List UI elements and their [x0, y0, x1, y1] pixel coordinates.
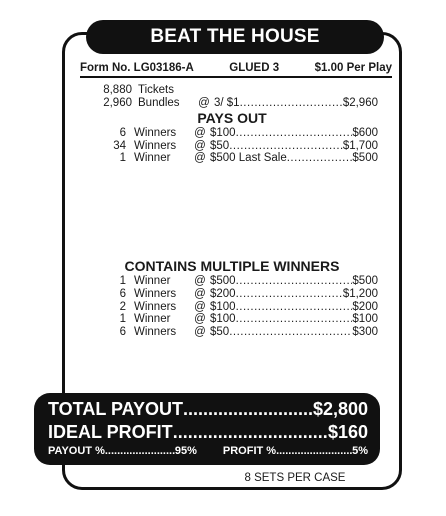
winner-label: Winners [134, 127, 177, 139]
leader-dots [236, 275, 353, 287]
prize-value: $200 [210, 287, 236, 300]
at-sign: @ [194, 313, 206, 326]
leader-dots [236, 313, 353, 325]
prize-desc [210, 275, 352, 287]
leader-dots [236, 288, 343, 300]
tickets-count: 8,880 [103, 84, 132, 96]
prize-value: $100 [210, 127, 236, 139]
winner-count: 1 [119, 275, 126, 287]
prize-row [100, 313, 378, 325]
prize-row [100, 275, 378, 287]
profit-pct-value: 5% [352, 445, 368, 457]
leader-dots [240, 97, 343, 109]
prize-value: $100 [210, 300, 236, 313]
prize-desc [210, 301, 352, 313]
game-title: BEAT THE HOUSE [150, 26, 320, 47]
winner-label: Winner [134, 152, 171, 164]
prize-value: $100 [210, 313, 236, 326]
prize-total: $100 [352, 313, 378, 326]
prize-total: $1,200 [342, 287, 378, 300]
prize-desc [210, 313, 352, 325]
leader-dots [105, 445, 175, 457]
prize-row [100, 288, 378, 300]
at-sign: @ [194, 275, 206, 287]
prize-value: $500 [210, 275, 236, 287]
prize-desc [210, 127, 352, 139]
prize-desc [210, 152, 352, 164]
at-sign: @ [194, 287, 206, 300]
total-payout-value: $2,800 [312, 399, 368, 419]
prize-row [100, 301, 378, 313]
form-number: Form No. LG03186-A [80, 62, 194, 74]
prize-row [100, 152, 378, 164]
percent-line [48, 445, 368, 457]
price-per-play: $1.00 Per Play [314, 62, 392, 74]
winner-label: Winners [134, 300, 177, 313]
bundles-desc [214, 97, 343, 109]
leader-dots [173, 422, 328, 443]
prize-desc [210, 288, 343, 300]
prize-total: $300 [352, 326, 378, 339]
sets-per-case: 8 SETS PER CASE [244, 472, 346, 484]
winner-label: Winner [134, 313, 171, 326]
leader-dots [236, 127, 353, 139]
profit-pct-label: PROFIT % [222, 445, 277, 457]
winner-count: 6 [119, 326, 126, 339]
bundles-amount: $2,960 [342, 97, 378, 109]
total-payout-line [48, 399, 368, 420]
bundles-count: 2,960 [103, 97, 132, 109]
payout-pct-label: PAYOUT % [48, 445, 105, 457]
winner-label: Winners [134, 326, 177, 339]
bundles-label: Bundles [138, 97, 180, 109]
winner-count: 2 [119, 300, 126, 313]
prize-total: $200 [352, 300, 378, 313]
pays-out-heading: PAYS OUT [197, 110, 267, 126]
prize-row [100, 127, 378, 139]
ideal-profit-line [48, 422, 368, 443]
payout-pct-value: 95% [174, 445, 197, 457]
winner-label: Winners [134, 287, 177, 300]
winner-count: 6 [119, 127, 126, 139]
prize-desc [210, 326, 352, 338]
at-sign: @ [194, 139, 206, 152]
leader-dots [276, 445, 352, 457]
at-sign: @ [194, 300, 206, 313]
tickets-row [100, 84, 378, 96]
totals-box [34, 393, 380, 465]
leader-dots [229, 326, 352, 338]
bundles-price: 3/ $1 [214, 97, 240, 109]
winner-count: 6 [119, 287, 126, 300]
prize-row [100, 326, 378, 338]
form-info-line [80, 62, 392, 78]
prize-value: $500 Last Sale [210, 152, 287, 164]
bundles-row [100, 97, 378, 109]
at-sign: @ [198, 97, 210, 109]
tickets-label: Tickets [138, 84, 174, 96]
ideal-profit-label: IDEAL PROFIT [48, 422, 173, 442]
prize-value: $50 [210, 139, 230, 152]
prize-row [100, 140, 378, 152]
winner-count: 1 [119, 152, 126, 164]
leader-dots [236, 301, 353, 313]
prize-value: $50 [210, 326, 230, 339]
prize-total: $500 [352, 275, 378, 287]
ideal-profit-value: $160 [327, 422, 368, 442]
glued-info: GLUED 3 [229, 62, 280, 74]
total-payout-label: TOTAL PAYOUT [48, 399, 184, 419]
title-banner [86, 20, 384, 54]
prize-total: $500 [352, 152, 378, 164]
leader-dots [229, 140, 343, 152]
leader-dots [183, 399, 313, 420]
leader-dots [287, 152, 353, 164]
prize-desc [210, 140, 343, 152]
at-sign: @ [194, 326, 206, 339]
prize-total: $600 [352, 127, 378, 139]
at-sign: @ [194, 127, 206, 139]
multiple-winners-heading: CONTAINS MULTIPLE WINNERS [124, 258, 340, 274]
winner-count: 34 [113, 139, 126, 152]
prize-total: $1,700 [342, 139, 378, 152]
winner-label: Winner [134, 275, 171, 287]
at-sign: @ [194, 152, 206, 164]
winner-label: Winners [134, 139, 177, 152]
winner-count: 1 [119, 313, 126, 326]
